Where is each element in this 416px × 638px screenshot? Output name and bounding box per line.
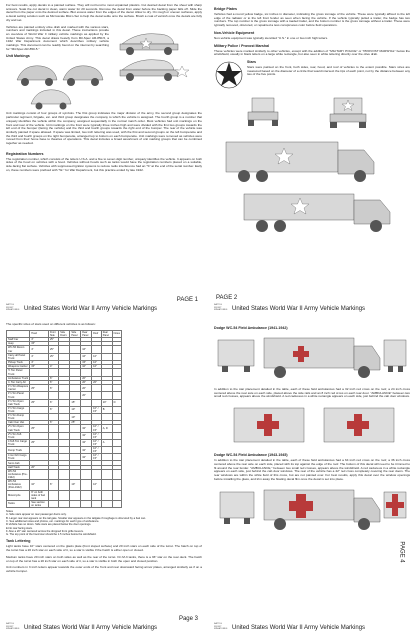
table-cell: 2½ Ton Open Cab Truck (7, 425, 30, 432)
table-cell: 25" (48, 346, 58, 353)
table-cell (112, 470, 121, 480)
table-cell: 10" (70, 406, 81, 413)
table-cell: WC-54 Ambulance (Pre-1942) (7, 470, 30, 480)
bridge-plates-heading: Bridge Plates (214, 7, 237, 11)
table-cell: 10" (92, 353, 102, 360)
page-3-footer (6, 616, 202, 634)
table-cell (81, 399, 92, 406)
star-diameter-icon (214, 60, 244, 90)
table-row (7, 346, 122, 353)
table-row (7, 439, 122, 446)
table-cell: 16" (81, 353, 92, 360)
table-row (7, 392, 122, 399)
ambulance-late-heading: Dodge WC-54 Field Ambulance (1943-1945) (214, 453, 288, 458)
table-cell: Pickup Truck (7, 360, 30, 364)
table-cell: 10" / 15" (92, 439, 102, 446)
table-cell (101, 385, 112, 392)
table-cell (101, 369, 112, 376)
table-row (7, 425, 122, 432)
note-item: B. Larger rear star appears on the tail gate. Smaller star appears on the tailgate if roughage is obscured by a fuel can. (6, 516, 146, 520)
table-cell: 4" (30, 337, 49, 341)
battlefront-logo: BATTLE FRONT MINIATURES (214, 623, 228, 631)
table-cell (48, 369, 58, 376)
table-cell (48, 413, 58, 420)
table-cell: Semi-Cab (7, 461, 30, 465)
table-cell: Weapons Carrier (7, 365, 30, 369)
table-cell: B (101, 406, 112, 413)
table-cell: 25" (70, 421, 81, 425)
intro-paragraph-1: For best results, apply decals to a painted surface. They will not bond to most unpainted plastics. Cut desired decal from the sheet with sharp scissors. Soak the cut decal in clean, warm water for 20 seconds. Remove the decal from water before the backing paper falls off. Slide the decal from the paper onto the desired surface. Blot excess water from the edges of the decal. Allow to dry. On rough or uneven surfaces, apply a decal setting solution such as Microscale Micro-Set to help the decal settle onto the surface. Brush a coat of varnish once the decals are fully dry and set. (6, 3, 202, 22)
ambulance-late-illustrations (214, 484, 410, 544)
table-cell (81, 406, 92, 413)
star-size-table-body (7, 337, 122, 507)
table-row (7, 480, 122, 490)
table-cell: 6" (48, 421, 58, 425)
page-number-4: PAGE 4 (398, 541, 405, 563)
tank-paragraph-1: Light tanks have 10" stars centered on the glacis plate (front sloped surface) and 20 inch stars on each side of the turret. The hatch on top of the turret has a 20 inch star on each side of it, so a star is visible if the hatch is either open or closed. (6, 544, 202, 553)
page-4 (208, 319, 416, 638)
ambulance-early-top-views (214, 402, 410, 450)
table-cell (92, 392, 102, 399)
table-cell (92, 500, 102, 507)
table-cell: 15" (30, 365, 49, 369)
table-header: Front Side (48, 330, 58, 337)
table-header: Rear Panel (81, 330, 92, 337)
note-item: C. See additional notes and photos, etc. markings for each type of ambulance. (6, 519, 100, 523)
table-cell: WC-56 Recon Car (7, 346, 30, 353)
table-cell (30, 369, 49, 376)
table-header: Notes (112, 330, 121, 337)
table-cell (59, 454, 70, 461)
military-police-heading: Military Police / Provost Marshal (214, 43, 270, 48)
intro-paragraph-2: Vehicles are painted entirely olive drab and marked with the various stars, numbers and markings included in this decal. These instructions provide an overview of World War II military vehicle markings as applied by the United States Army. This decal draws heavily from Mil-Spec AR-850-5, a 1942 War Department document which describes military vehicle markings. This document can be readily found on the internet by searching for "Mil-Spec AR-850-5." (6, 24, 109, 51)
sedan-illustrations (11, 60, 109, 110)
table-cell (112, 392, 121, 399)
table-cell: WC-54 Ambulance (Post-1942) (7, 480, 30, 490)
table-cell: 10" (101, 399, 112, 406)
table-row (7, 500, 122, 507)
battlefront-logo: BATTLE FRONT MINIATURES (6, 623, 20, 631)
table-row (7, 470, 122, 480)
table-cell: A (101, 439, 112, 446)
table-cell (112, 500, 121, 507)
table-cell (81, 470, 92, 480)
footer-title: United States World War II Army Vehicle Markings (232, 625, 366, 631)
table-cell (70, 447, 81, 454)
table-cell: 25" (30, 385, 49, 392)
table-cell: 10" / 15" (92, 425, 102, 432)
table-cell: Jeep (7, 342, 30, 346)
table-cell: 6" (48, 399, 58, 406)
table-cell: 20" (81, 376, 92, 380)
table-cell: 6" (48, 376, 58, 380)
table-cell: ¾ Ton Carry All (7, 380, 30, 384)
table-cell (112, 454, 121, 461)
table-cell: ½ Ton Panel Truck (7, 369, 30, 376)
table-cell: 4" (48, 365, 58, 369)
table-cell: 32" (81, 425, 92, 432)
note-item: D.Vehicle has no doors. Side stars are placed below the door openings. (6, 523, 92, 527)
table-cell: 32" (81, 454, 92, 461)
table-cell: 6" (48, 406, 58, 413)
table-cell: 4" (30, 353, 49, 360)
table-cell (59, 480, 70, 490)
table-cell (70, 454, 81, 461)
table-cell: 6" (48, 480, 58, 490)
table-cell (112, 369, 121, 376)
footer-title: United States World War II Army Vehicle Markings (24, 306, 158, 312)
table-header: Roof (92, 330, 102, 337)
page-2-footer (214, 295, 410, 315)
table-cell (81, 413, 92, 420)
table-cell: Cab Over Van (7, 421, 30, 425)
note-item: E.No rear facing stars. (6, 526, 33, 530)
tank-paragraph-2: Medium tanks have 20 inch stars on both sides as well as the rear of the turret. On M-3 tanks, there is a 36" star on the rear deck. The hatch on top of the turret has a 20 inch star on each side of it, so a star is visible in both the open and closed position. (6, 554, 202, 563)
table-cell (70, 425, 81, 432)
table-cell (59, 470, 70, 480)
table-cell: A, D (101, 425, 112, 432)
table-cell (112, 439, 121, 446)
table-cell: 1½ Ton Panel Truck (7, 392, 30, 399)
table-cell (70, 470, 81, 480)
notes-heading: Notes (6, 510, 14, 514)
table-cell: 10" (92, 480, 102, 490)
footer-title: United States World War II Army Vehicle Markings (232, 306, 366, 312)
table-cell (59, 392, 70, 399)
table-cell: D (112, 399, 121, 406)
table-cell (101, 480, 112, 490)
table-cell (59, 432, 70, 439)
table-row (7, 406, 122, 413)
table-cell (70, 439, 81, 446)
ambulance-late-paragraph: In addition to the star placement detailed in the table, each of these field ambulances had a 64 inch red cross on the roof, a 36 inch cross centered above the rear axle on each side, placed with its top against the edge of the roof. The bottom of this decal will need to be trimmed to fit around the rear fender. "AMBULANCE," between two small red crosses, appears above the windshield. A red caduceus in a white rectangle appears on each side, just behind the cab door windows. The rear of the vehicle has a 42" red cross completely covering the rear doors. The rear windows are within the white field of this cross, but are not painted over. For best results, apply this decal over the window openings before installing the glass, and trim away the floating decal film once the decal is set into place. (214, 458, 410, 481)
table-cell: 1½ Ton Cargo Truck (7, 406, 30, 413)
table-cell: 20" (81, 380, 92, 384)
page-number-2: PAGE 2 (216, 295, 238, 301)
military-police-paragraph: These vehicles were marked similarly to other vehicles, except with the addition of "MILITARY POLICE" or "PROVOST MARSHAL" below the windshield, usually in black letters on a large white rectangle, but also seen in white lettering directly over the olive drab. (214, 48, 410, 57)
table-cell (59, 369, 70, 376)
table-cell: 4 ton 6x6 Cargo Truck (7, 454, 30, 461)
note-item: F. Also a 20" star centered across the dropped front grille louvers. (6, 529, 84, 533)
page-number-3: Page 3 (178, 616, 198, 622)
table-cell (48, 432, 58, 439)
table-row (7, 385, 122, 392)
ambulance-early-illustrations (214, 332, 410, 388)
table-cell: 16" (81, 346, 92, 353)
table-cell (81, 369, 92, 376)
table-row (7, 490, 122, 500)
table-cell: 15" (81, 360, 92, 364)
table-cell (92, 399, 102, 406)
ambulance-early-paragraph: In addition to the star placement detailed in the table, each of these field ambulances had a 32 inch red cross on the roof, a 24 inch cross centered above the rear axle on each side, placed above the side rails and an 8 inch red cross on each rear door. "AMBULANCE" between two small red crosses, appears above the windshield. A red caduceus in a white rectangle appears on each side, just behind the cab door windows. (214, 387, 410, 399)
table-row (7, 369, 122, 376)
table-cell (112, 480, 121, 490)
table-cell: 20" (92, 380, 102, 384)
stars-heading: Stars (247, 59, 256, 64)
table-cell: 10" / 15" (92, 432, 102, 439)
table-cell (48, 454, 58, 461)
table-cell: Carry-all Panel Truck (7, 353, 30, 360)
table-cell: 32" (81, 432, 92, 439)
table-cell (112, 346, 121, 353)
table-cell (92, 470, 102, 480)
table-cell: 25" (48, 337, 58, 341)
table-cell (92, 346, 102, 353)
footer-title: United States World War II Army Vehicle Markings (24, 625, 158, 631)
table-cell (48, 470, 58, 480)
tank-paragraph-3: Unit numbers in 3 inch letters appear towards the outer ends of the front and rear downward facing armor plates, arranged similarly as if on a vehicle bumper. (6, 565, 202, 573)
table-cell (30, 432, 49, 439)
page-1 (0, 0, 208, 319)
table-cell: Motorcycle (7, 490, 30, 500)
table-notes (6, 510, 146, 537)
table-cell (70, 432, 81, 439)
table-cell (101, 353, 112, 360)
table-cell: 10" (30, 480, 49, 490)
table-cell (112, 413, 121, 420)
tank-lettering-heading: Tank Lettering (6, 539, 31, 544)
table-cell: See section on tanks (30, 500, 49, 507)
table-cell (59, 500, 70, 507)
table-cell: Staff Car (7, 337, 30, 341)
table-cell (48, 425, 58, 432)
truck-illustrations (214, 92, 410, 242)
table-cell (59, 413, 70, 420)
table-cell: 10" / 15" (92, 447, 102, 454)
table-cell (48, 490, 58, 500)
ambulance-early-heading: Dodge WC-54 Field Ambulance (1941-1942) (214, 326, 288, 330)
table-cell (70, 369, 81, 376)
page-3 (0, 319, 208, 638)
page-number-1: PAGE 1 (176, 297, 198, 303)
table-header: Side Panel (70, 330, 81, 337)
table-cell (101, 392, 112, 399)
table-cell: 6" (48, 385, 58, 392)
table-cell: 1½ Ton Weapons Carrier (8, 385, 29, 392)
table-cell (70, 346, 81, 353)
table-cell (30, 454, 49, 461)
table-cell (112, 490, 121, 500)
table-cell (59, 346, 70, 353)
table-row (7, 432, 122, 439)
non-vehicle-heading: Non-Vehicle Equipment (214, 30, 255, 35)
table-cell (112, 385, 121, 392)
table-cell (101, 500, 112, 507)
table-cell (59, 385, 70, 392)
table-cell (30, 447, 49, 454)
table-cell: 10" (81, 365, 92, 369)
table-cell (70, 353, 81, 360)
table-cell (112, 406, 121, 413)
registration-heading: Registration Numbers (6, 151, 44, 156)
battlefront-logo: BATTLE FRONT MINIATURES (6, 304, 20, 312)
table-cell (70, 500, 81, 507)
star-size-table (6, 330, 122, 508)
table-header (7, 330, 30, 337)
table-cell: Tanks (7, 500, 30, 507)
table-cell (70, 385, 81, 392)
table-cell: 2½ Ton 6x6 Truck (7, 432, 30, 439)
table-row (7, 447, 122, 454)
table-cell: 20" (81, 392, 92, 399)
table-cell (59, 447, 70, 454)
table-header: Side Doors (59, 330, 70, 337)
table-row (7, 454, 122, 461)
stars-paragraph: Stars were painted on the front, both sides, rear, hood, and roof of vehicles to the extent possible. Stars sizes are measured based on the diameter of a circle that would intersect the tips of each point, not by the distance between any two of the five points. (247, 64, 410, 77)
table-cell (101, 413, 112, 420)
table-cell: Ambulance Truck (8, 376, 29, 380)
table-header: Hood (30, 330, 49, 337)
page-1-footer (6, 297, 202, 315)
page-2 (208, 0, 416, 319)
table-cell: 25" (30, 439, 49, 446)
star-sizes-intro: The specific sizes of stars used on different vehicles is as follows: (6, 322, 96, 326)
table-cell (81, 490, 92, 500)
table-cell (30, 470, 49, 480)
table-cell (112, 432, 121, 439)
table-cell (112, 425, 121, 432)
table-row (7, 399, 122, 406)
table-cell (92, 490, 102, 500)
table-cell: 10" / 15" (92, 454, 102, 461)
table-cell: 10" (70, 413, 81, 420)
table-cell (59, 399, 70, 406)
table-cell (81, 500, 92, 507)
table-cell: 1½ Ton Open Cab Truck (7, 399, 30, 406)
table-cell (101, 470, 112, 480)
table-cell (81, 480, 92, 490)
table-cell: 20" (81, 385, 92, 392)
table-cell (92, 413, 102, 420)
table-header-row (7, 330, 122, 337)
table-cell (101, 432, 112, 439)
table-cell (59, 490, 70, 500)
table-cell (48, 392, 58, 399)
table-cell: 15" (30, 342, 49, 346)
unit-markings-heading: Unit Markings (6, 54, 30, 59)
battlefront-logo: BATTLE FRONT MINIATURES (214, 304, 228, 312)
table-cell: 10" (92, 360, 102, 364)
table-cell (30, 392, 49, 399)
table-cell (30, 406, 49, 413)
table-cell (101, 447, 112, 454)
table-cell: 4 6x6 Ton Cargo Truck (7, 439, 30, 446)
table-cell: 20" (30, 465, 49, 469)
unit-paragraph: Unit markings consist of four groups of symbols. The first group indicates the major division of the army, the second group designates the particular regiment, brigade, etc. and third group designates the company to which the vehicle is assigned. The fourth group is a number that uniquely identifies the vehicle within the company, assigned sequentially in the normal march order. Most vehicles had unit markings on the front and rear of the vehicle. Unit markings on the front were typically three inches high and were divided with the first two groups towards the left end of the bumper (facing the vehicle) and the third and fourth groups towards the right end of the bumper. The rear of the vehicle was similarly painted if space allowed. If space was limited, two inch lettering was used, with the first and second groups on the left bumperette and the third and fourth groups on the right bumperette, arranged top to bottom on each bumperette. Unit markings were removed as vehicles were moved from their home base to theatres of operations. This decal includes a broad assortment of unit marking groups that can be combined together as needed. (6, 111, 202, 146)
table-row (7, 353, 122, 360)
table-cell: 25" (30, 425, 49, 432)
table-cell (92, 369, 102, 376)
registration-paragraph: The registration number, which consists of the letters U.S.A. and a five to seven digit number, uniquely identifies the vehicle. It appears on both sides of the hood on vehicles with a hood. Vehicles without hoods such as tanks would have the registration numbers placed on a suitable, side-facing flat surface. Vehicles with suppressed ignition systems to reduce radio interference had an "S" at the end of the serial number. Early on, these numbers were prefixed with "W-" for War Department, but this practice ended by late 1942. (6, 156, 202, 172)
table-cell (92, 385, 102, 392)
table-cell (59, 353, 70, 360)
table-cell: 10" (70, 480, 81, 490)
table-cell (48, 500, 58, 507)
table-cell: Half Track (7, 465, 30, 469)
bridge-plates-paragraph: Vehicles had a round yellow badge, six inches in diameter, indicating the gross tonnage of the vehicle. These were typically affixed to the left edge of the radiator or to the left front fender as seen when facing the vehicle. If the vehicle typically pulled a trailer, the badge has two numbers. The top number is the gross tonnage with a loaded trailer, and the bottom number is the gross tonnage without a trailer. These were typically removed, obscured, or repainted a less conspicuous color before field operations. (214, 12, 410, 28)
table-cell: 10" (92, 365, 102, 369)
table-cell (70, 490, 81, 500)
page-4-footer (214, 620, 410, 634)
table-cell (48, 447, 58, 454)
table-cell: 4" (30, 346, 49, 353)
table-cell (30, 413, 49, 420)
table-cell (101, 490, 112, 500)
table-cell: 4" (30, 360, 49, 364)
table-cell (101, 454, 112, 461)
table-cell (112, 447, 121, 454)
table-cell: Dump Truck (7, 447, 30, 454)
table-cell: 6" on both sides of fuel tank (30, 490, 49, 500)
note-item: A. Side stars appear on rear passenger doors only. (6, 513, 67, 517)
table-cell (59, 406, 70, 413)
table-cell: 32" (81, 447, 92, 454)
table-cell: 25" (30, 399, 49, 406)
table-cell (101, 346, 112, 353)
non-vehicle-paragraph: Non-vehicle equipment was typically stenciled "U.S." in one or two inch high letters. (214, 35, 328, 40)
table-cell (59, 425, 70, 432)
table-cell (59, 439, 70, 446)
table-cell (112, 353, 121, 360)
staff-car-illustration (112, 26, 202, 86)
table-cell: 32" (81, 439, 92, 446)
table-cell (48, 439, 58, 446)
table-row (7, 413, 122, 420)
note-item: G. The top point of the hood star should be 1.5 inches below the windshield. (6, 533, 97, 537)
table-cell: 10" / 15" (92, 406, 102, 413)
table-cell: 15" (70, 399, 81, 406)
table-header: Rear Panel (101, 330, 112, 337)
table-cell: 6" (48, 380, 58, 384)
table-cell (70, 392, 81, 399)
table-cell: 1½ Ton Dump Truck (7, 413, 30, 420)
table-cell: 25" (48, 353, 58, 360)
